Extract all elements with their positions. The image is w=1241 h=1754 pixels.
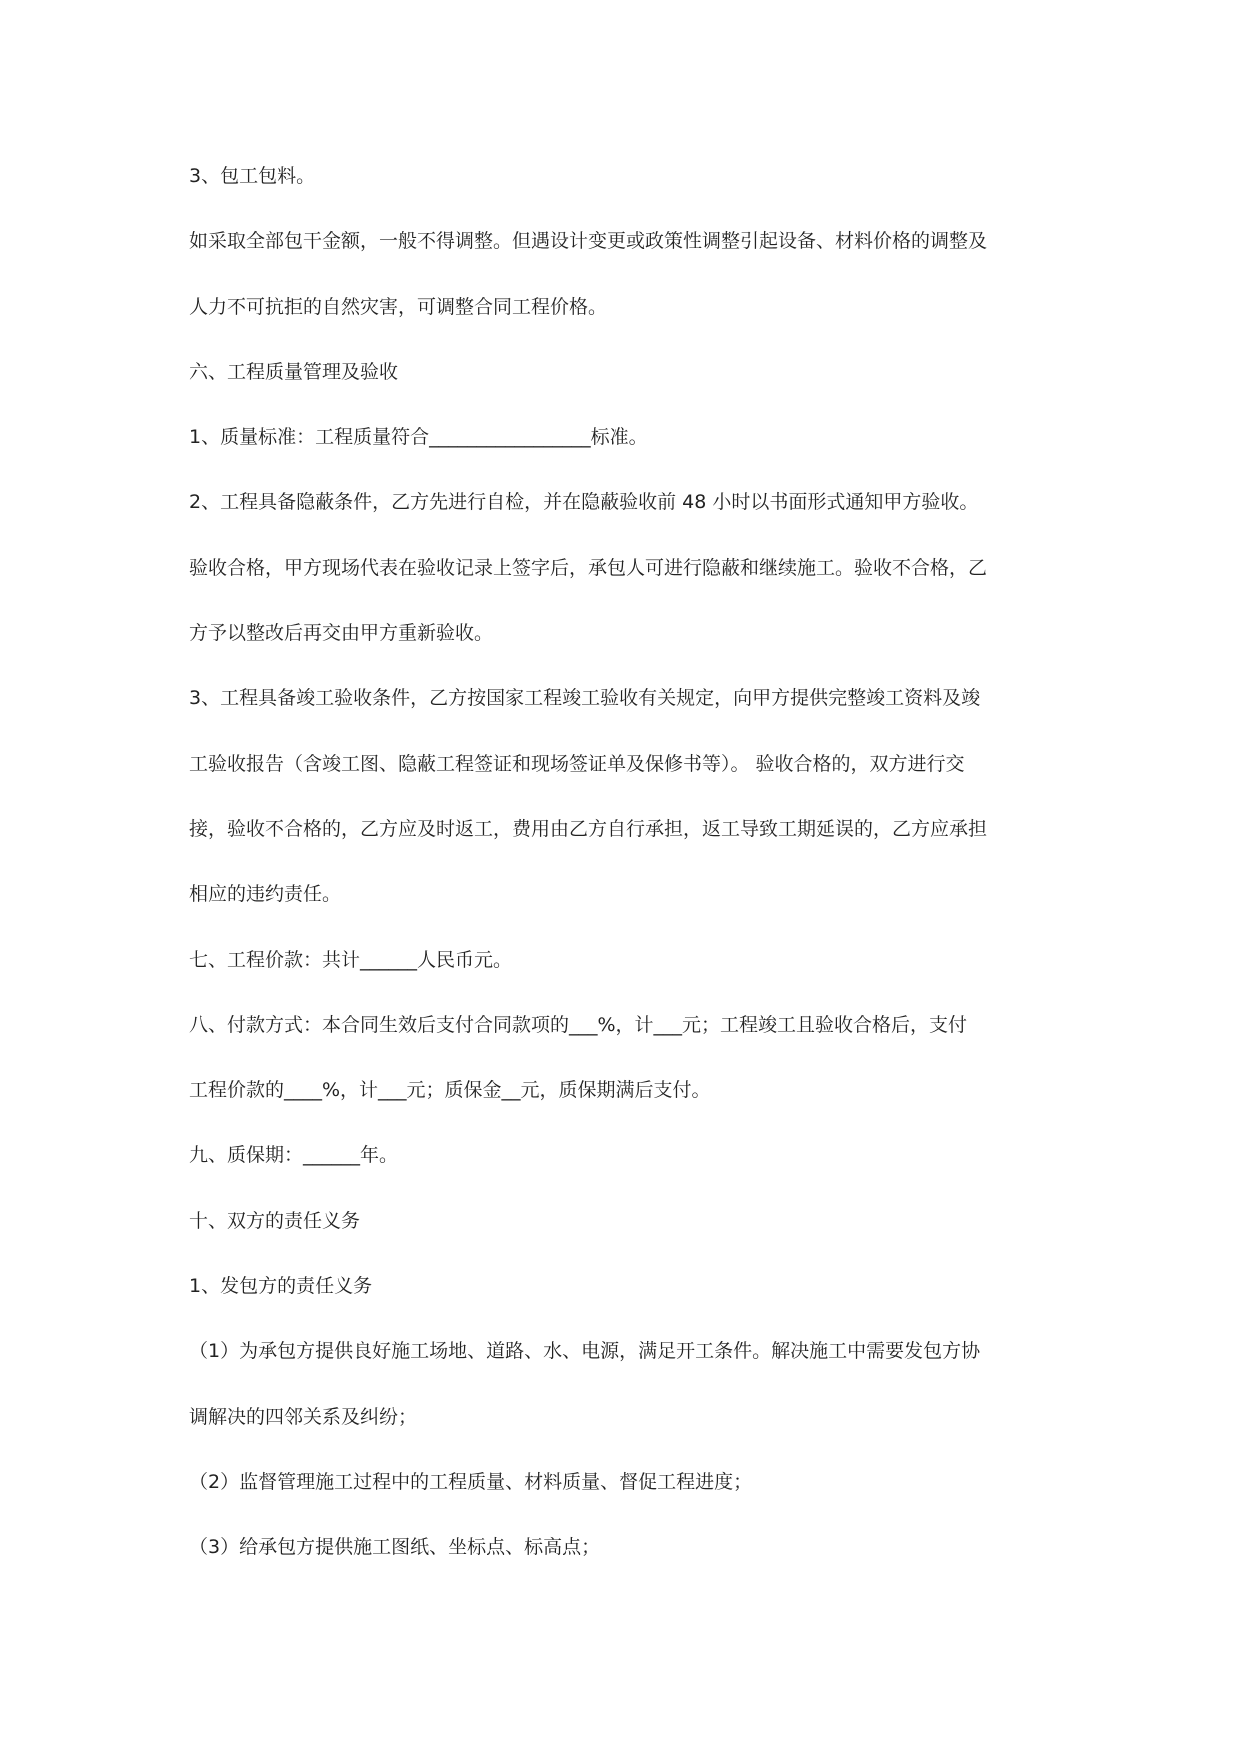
section-heading-payment: 八、付款方式：本合同生效后支付合同款项的___%，计___元；工程竣工且验收合格后，支付 xyxy=(189,1013,968,1036)
paragraph-line: 3、工程具备竣工验收条件，乙方按国家工程竣工验收有关规定，向甲方提供完整竣工资料及竣 xyxy=(189,687,981,710)
paragraph-line: 验收合格，甲方现场代表在验收记录上签字后，承包人可进行隐蔽和继续施工。验收不合格，乙 xyxy=(189,556,988,579)
list-item: （2）监督管理施工过程中的工程质量、材料质量、督促工程进度； xyxy=(189,1470,753,1493)
paragraph-line: 2、工程具备隐蔽条件，乙方先进行自检，并在隐蔽验收前 48 小时以书面形式通知甲方验收。 xyxy=(189,491,979,514)
paragraph-line: 1、质量标准：工程质量符合_________________标准。 xyxy=(189,426,648,449)
paragraph-line: 如采取全部包干金额，一般不得调整。但遇设计变更或政策性调整引起设备、材料价格的调整及 xyxy=(189,230,988,253)
list-item: （3）给承包方提供施工图纸、坐标点、标高点； xyxy=(189,1536,601,1559)
heading-3-labor-materials: 3、包工包料。 xyxy=(189,165,316,187)
paragraph-line: 方予以整改后再交由甲方重新验收。 xyxy=(189,622,494,645)
paragraph-line: 人力不可抗拒的自然灾害，可调整合同工程价格。 xyxy=(189,295,608,318)
section-heading-warranty: 九、质保期：______年。 xyxy=(189,1144,399,1167)
list-item: （1）为承包方提供良好施工场地、道路、水、电源，满足开工条件。解决施工中需要发包方协 xyxy=(189,1340,981,1363)
paragraph-line: 工程价款的____%，计___元；质保金__元，质保期满后支付。 xyxy=(189,1079,711,1102)
paragraph-line: 接，验收不合格的，乙方应及时返工，费用由乙方自行承担，返工导致工期延误的，乙方应承担 xyxy=(189,817,988,840)
paragraph-line: 工验收报告（含竣工图、隐蔽工程签证和现场签证单及保修书等）。 验收合格的，双方进行交 xyxy=(189,752,965,775)
paragraph-line: 相应的违约责任。 xyxy=(189,883,342,906)
subheading-employer-duties: 1、发包方的责任义务 xyxy=(189,1275,373,1298)
section-heading-quality: 六、工程质量管理及验收 xyxy=(189,360,399,383)
list-item-continuation: 调解决的四邻关系及纠纷； xyxy=(189,1405,418,1428)
section-heading-price: 七、工程价款：共计______人民币元。 xyxy=(189,948,513,971)
document-body xyxy=(189,163,1059,1600)
section-heading-responsibilities: 十、双方的责任义务 xyxy=(189,1209,361,1232)
